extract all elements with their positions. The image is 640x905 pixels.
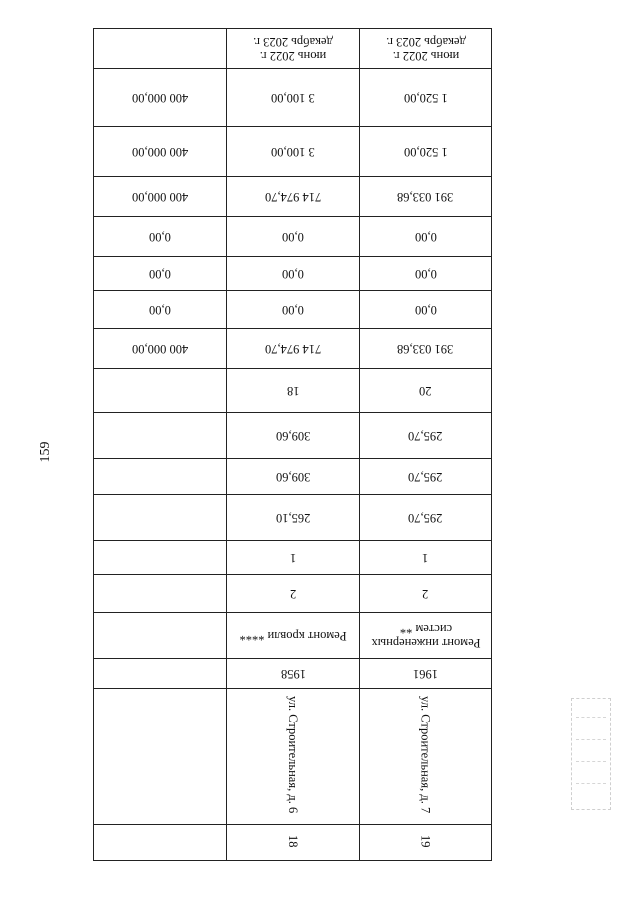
table-cell-a [94,659,227,689]
number-cell-a [94,825,227,861]
table-cell-b: 1 [227,541,360,575]
table-row [94,217,492,257]
header-row [94,29,492,69]
table-cell-b: 714 974,70 [227,329,360,369]
table-cell-c: 295,70 [360,459,492,495]
table-cell-b: 1958 [227,659,360,689]
table-row [94,69,492,127]
table-cell-a [94,459,227,495]
table-cell-b: 2 [227,575,360,613]
table-cell-c: Ремонт инженерных систем ** [360,613,492,659]
number-cell-c: 19 [360,825,492,861]
table-row [94,291,492,329]
table-cell-a: 400 000,00 [94,127,227,177]
table-cell-c: 1961 [360,659,492,689]
address-row [94,689,492,825]
table-cell-b: 3 100,00 [227,69,360,127]
table-row [94,177,492,217]
table-cell-a [94,575,227,613]
table-cell-a: 400 000,00 [94,177,227,217]
address-cell-a [94,689,227,825]
page-number: 159 [38,441,53,463]
table-cell-b: 0,00 [227,257,360,291]
table-row [94,329,492,369]
table-row [94,369,492,413]
number-row [94,825,492,861]
table-row [94,257,492,291]
table-cell-a [94,613,227,659]
table-row [94,613,492,659]
table-cell-c: 0,00 [360,257,492,291]
table-cell-b: Ремонт кровли **** [227,613,360,659]
header-cell-a [94,29,227,69]
address-cell-c: ул. Строительная, д. 7 [360,689,492,825]
table-cell-a: 0,00 [94,217,227,257]
address-cell-b: ул. Строительная, д. 6 [227,689,360,825]
table-cell-c: 295,70 [360,413,492,459]
table-cell-c: 1 [360,541,492,575]
table-cell-a: 400 000,00 [94,329,227,369]
table-row [94,413,492,459]
table-cell-c: 20 [360,369,492,413]
table-cell-b: 0,00 [227,217,360,257]
table-row [94,459,492,495]
table-cell-a: 400 000,00 [94,69,227,127]
table-cell-b: 309,60 [227,413,360,459]
table-cell-c: 1 520,00 [360,127,492,177]
table-cell-a [94,413,227,459]
table-cell-b: 265,10 [227,495,360,541]
header-cell-b: июнь 2022 г. декабрь 2023 г. [227,29,360,69]
table-cell-c: 391 033,68 [360,177,492,217]
table-cell-a [94,495,227,541]
table-cell-b: 18 [227,369,360,413]
table-cell-b: 309,60 [227,459,360,495]
table-row [94,575,492,613]
table-cell-c: 391 033,68 [360,329,492,369]
header-cell-c: июнь 2022 г. декабрь 2023 г. [360,29,492,69]
table-cell-a: 0,00 [94,257,227,291]
table-cell-a [94,541,227,575]
table-cell-c: 1 520,00 [360,69,492,127]
number-cell-b: 18 [227,825,360,861]
table-row [94,495,492,541]
table-cell-b: 3 100,00 [227,127,360,177]
stamp-mark [571,698,611,810]
table-cell-c: 0,00 [360,217,492,257]
data-table [93,28,491,860]
table-row [94,127,492,177]
table-cell-a [94,369,227,413]
table-cell-a: 0,00 [94,291,227,329]
table-cell-b: 714 974,70 [227,177,360,217]
table-cell-c: 2 [360,575,492,613]
table-cell-c: 0,00 [360,291,492,329]
table-row [94,541,492,575]
table-row [94,659,492,689]
table-cell-b: 0,00 [227,291,360,329]
table-cell-c: 295,70 [360,495,492,541]
